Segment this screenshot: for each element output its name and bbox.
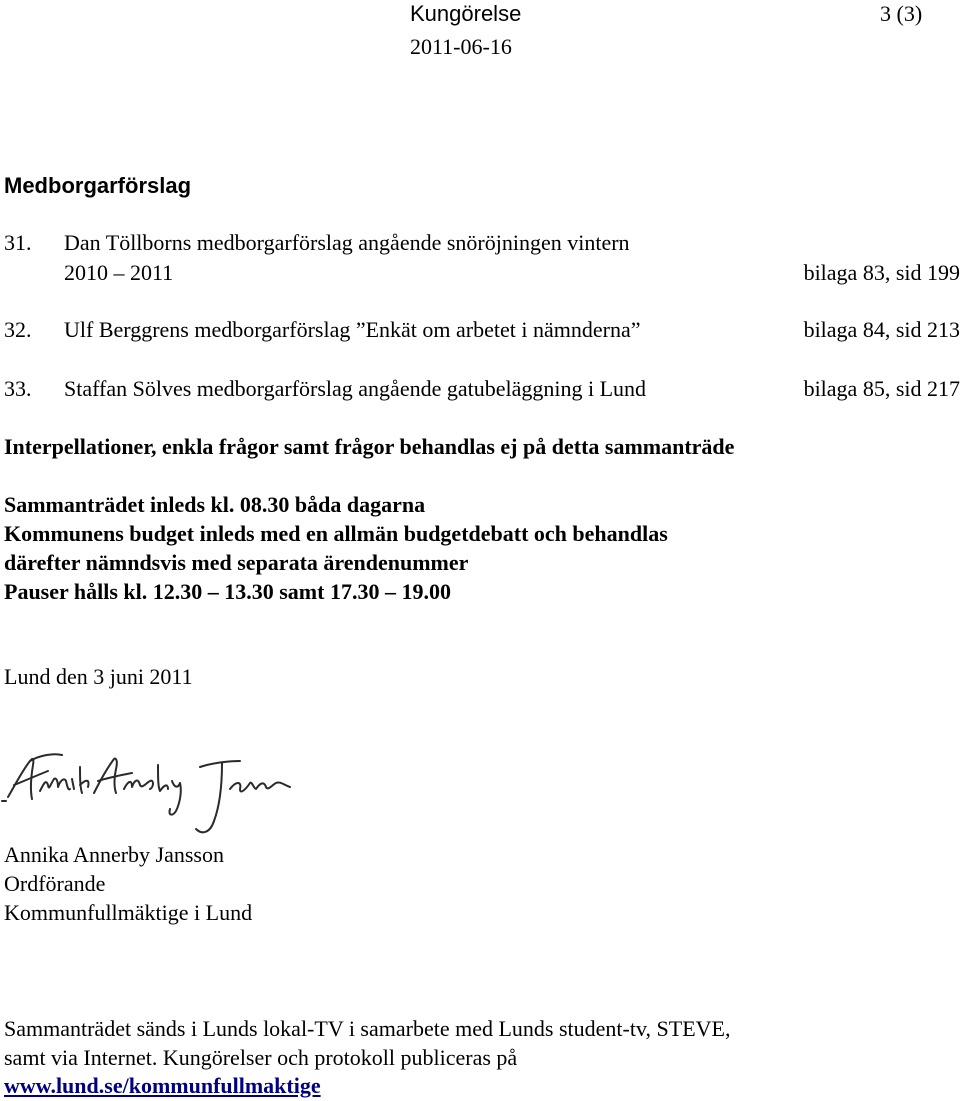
document-type: Kungörelse xyxy=(410,1,522,26)
item-number: 31. xyxy=(4,230,32,255)
signatory-name: Annika Annerby Jansson xyxy=(4,842,224,867)
publication-info: samt via Internet. Kungörelser och protokoll publiceras på xyxy=(4,1045,518,1070)
breaks-info: Pauser hålls kl. 12.30 – 13.30 samt 17.30 – 19.00 xyxy=(4,579,451,604)
page-number: 3 (3) xyxy=(880,1,923,26)
budget-info: Kommunens budget inleds med en allmän budgetdebatt och behandlas xyxy=(4,521,668,546)
item-number: 32. xyxy=(4,317,32,342)
interpellation-note: Interpellationer, enkla frågor samt frågor behandlas ej på detta sammanträde xyxy=(4,434,735,459)
agenda-item-31 xyxy=(0,229,960,289)
item-reference: bilaga 84, sid 213 xyxy=(803,317,960,342)
item-text: Dan Töllborns medborgarförslag angående snöröjningen vintern xyxy=(64,230,630,255)
signatory-title: Ordförande xyxy=(4,871,106,896)
item-text: Ulf Berggrens medborgarförslag ”Enkät om arbetet i nämnderna” xyxy=(64,317,641,342)
item-reference: bilaga 83, sid 199 xyxy=(803,260,960,285)
handwritten-signature xyxy=(0,745,300,840)
item-text-continued: 2010 – 2011 xyxy=(64,260,174,285)
document-date: 2011-06-16 xyxy=(410,34,512,59)
meeting-start: Sammanträdet inleds kl. 08.30 båda dagarna xyxy=(4,492,426,517)
signatory-organisation: Kommunfullmäktige i Lund xyxy=(4,900,253,925)
item-reference: bilaga 85, sid 217 xyxy=(803,376,960,401)
agenda-item-33 xyxy=(0,375,960,405)
item-number: 33. xyxy=(4,376,32,401)
website-link[interactable]: www.lund.se/kommunfullmaktige xyxy=(4,1073,321,1098)
place-date: Lund den 3 juni 2011 xyxy=(4,664,193,689)
budget-info-continued: därefter nämndsvis med separata ärendenummer xyxy=(4,550,469,575)
section-title: Medborgarförslag xyxy=(4,173,192,198)
broadcast-info: Sammanträdet sänds i Lunds lokal-TV i samarbete med Lunds student-tv, STEVE, xyxy=(4,1016,731,1041)
agenda-item-32 xyxy=(0,316,960,346)
item-text: Staffan Sölves medborgarförslag angående gatubeläggning i Lund xyxy=(64,376,647,401)
